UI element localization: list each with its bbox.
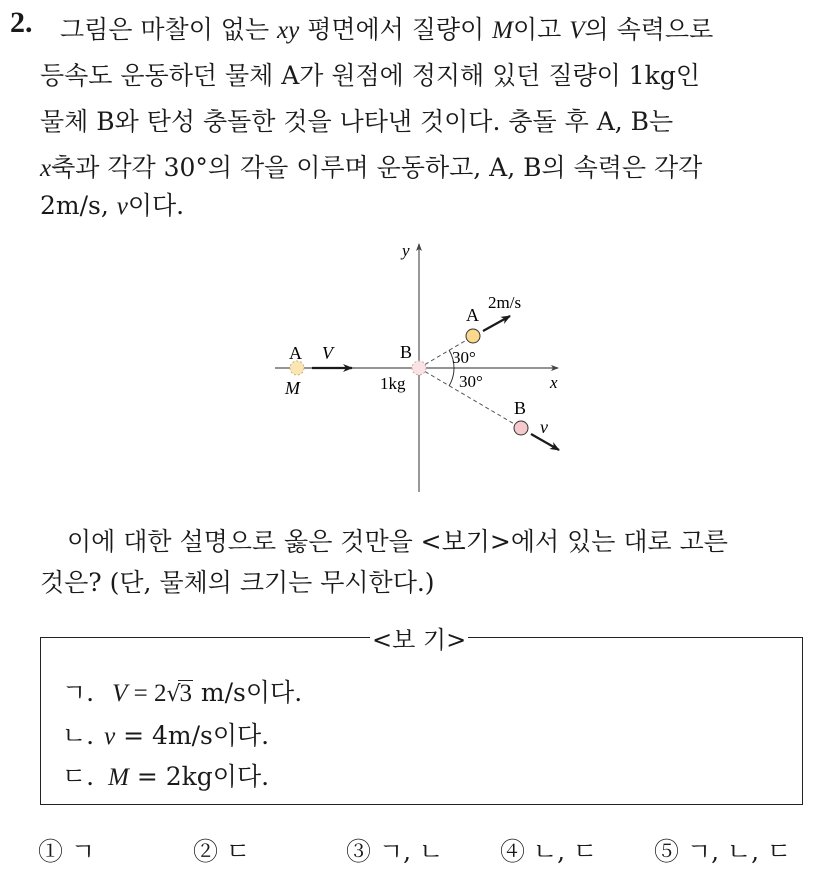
choice-text: ㄱ, ㄴ, ㄷ — [686, 837, 792, 866]
object-b-initial — [412, 361, 426, 375]
prompt-line-2: 것은? (단, 물체의 크기는 무시한다.) — [40, 568, 435, 597]
text: 이다. — [127, 191, 185, 220]
math-v: v — [116, 193, 128, 220]
object-a-initial-label: A — [289, 343, 302, 363]
choice-number: ④ — [500, 837, 526, 866]
math-V: V — [112, 680, 128, 707]
bogi-title: <보 기> — [370, 620, 468, 655]
angle-label-lower: 30° — [459, 372, 483, 391]
object-b-final-speed: v — [540, 417, 548, 437]
choice-5[interactable] — [654, 832, 791, 868]
object-b-mass-label: 1kg — [380, 374, 406, 393]
sqrt-icon: √ — [166, 682, 181, 707]
question-line-5 — [40, 186, 184, 222]
bogi-statement-2 — [62, 716, 269, 752]
choice-4[interactable] — [500, 832, 597, 868]
sqrt-radicand: 3 — [179, 680, 192, 707]
text: m/s이다. — [192, 678, 303, 707]
math-xy: xy — [277, 17, 300, 44]
choice-number: ② — [193, 837, 219, 866]
object-a-final-label: A — [466, 305, 479, 325]
choice-text: ㄱ, ㄴ — [378, 837, 444, 866]
object-a-initial — [290, 361, 304, 375]
statement-marker: ㄷ. — [62, 762, 95, 791]
text: 평면에서 질량이 — [299, 15, 493, 44]
text: 물체 B와 탄성 충돌한 것을 나타낸 것이다. 충돌 후 A, B는 — [40, 107, 674, 136]
angle-label-upper: 30° — [452, 348, 476, 367]
question-line-2 — [40, 56, 700, 92]
text: 축과 각각 30°의 각을 이루며 운동하고, A, B의 속력은 각각 — [51, 153, 703, 182]
choice-text: ㄴ, ㄷ — [532, 837, 598, 866]
question-number: 2. — [10, 6, 33, 39]
object-b-final-label: B — [514, 398, 527, 418]
choice-text: ㄱ — [70, 837, 96, 866]
prompt-line-1: 이에 대한 설명으로 옳은 것만을 <보기>에서 있는 대로 고른 — [67, 527, 728, 556]
math-x: x — [40, 155, 52, 182]
object-b-final — [514, 421, 528, 435]
text: = 2kg이다. — [128, 762, 270, 791]
question-line-1 — [60, 10, 713, 46]
choice-3[interactable] — [346, 832, 443, 868]
object-a-final — [466, 329, 480, 343]
question-line-4 — [40, 148, 702, 184]
math-M: M — [108, 764, 129, 791]
text: = 4m/s이다. — [115, 721, 270, 750]
choice-number: ⑤ — [654, 837, 680, 866]
text: 이고 — [512, 15, 570, 44]
statement-marker: ㄴ. — [62, 721, 95, 750]
math-V: V — [569, 17, 585, 44]
collision-diagram — [270, 232, 580, 497]
choice-2[interactable] — [193, 832, 250, 868]
bogi-statement-1 — [62, 673, 302, 709]
choice-text: ㄷ — [225, 837, 251, 866]
x-axis-label: x — [550, 373, 558, 392]
velocity-label-V: V — [322, 343, 333, 363]
choice-number: ① — [38, 837, 64, 866]
math-M: M — [492, 17, 513, 44]
math-v: v — [104, 723, 116, 750]
text: 등속도 운동하던 물체 A가 원점에 정지해 있던 질량이 1kg인 — [40, 61, 700, 90]
text: 그림은 마찰이 없는 — [60, 15, 278, 44]
choice-number: ③ — [346, 837, 372, 866]
question-line-3 — [40, 102, 673, 138]
velocity-arrow-a-final — [483, 316, 510, 331]
text: 2m/s, — [40, 191, 117, 220]
text: 의 속력으로 — [584, 15, 714, 44]
object-a-mass-label: M — [285, 378, 300, 398]
choice-1[interactable] — [38, 832, 95, 868]
text: = 2 — [127, 680, 167, 707]
bogi-statement-3 — [62, 757, 269, 793]
angle-arc-lower — [449, 368, 454, 386]
y-axis-label: y — [402, 241, 410, 260]
statement-marker: ㄱ. — [62, 678, 95, 707]
object-b-initial-label: B — [400, 342, 413, 362]
object-a-final-speed: 2m/s — [488, 293, 522, 312]
